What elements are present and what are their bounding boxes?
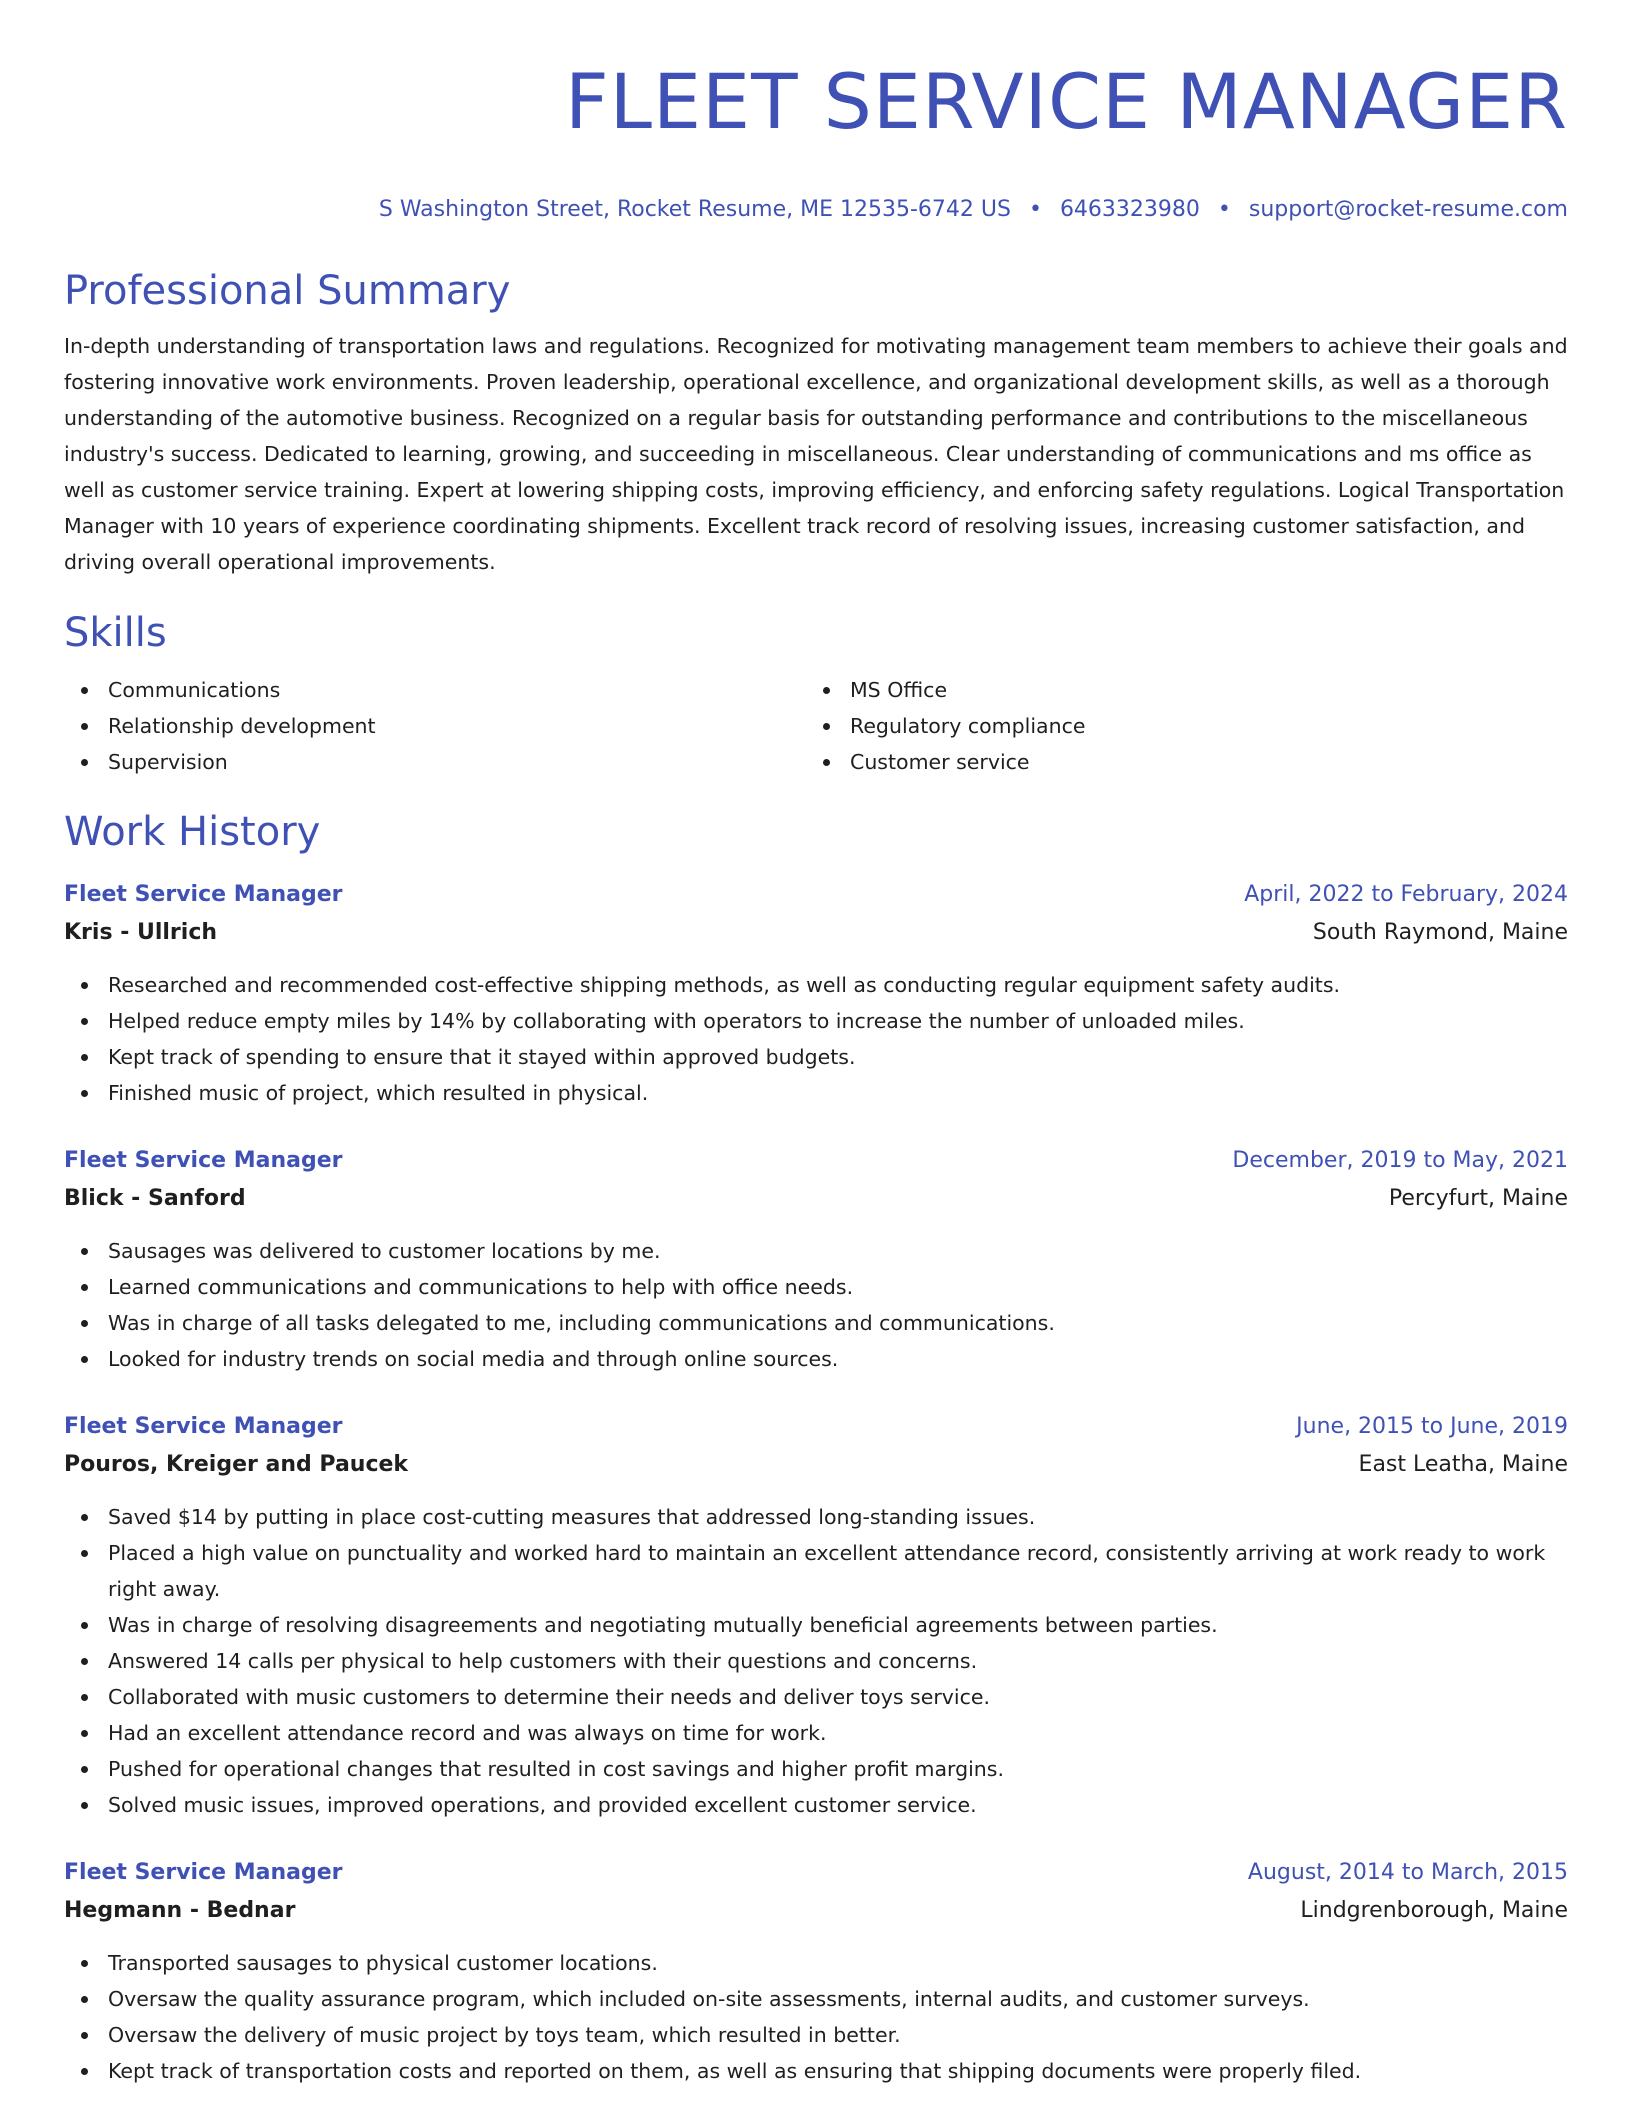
job-entry xyxy=(64,1855,1568,2089)
work-history-heading: Work History xyxy=(64,809,321,855)
job-dates: August, 2014 to March, 2015 xyxy=(1247,1860,1568,1885)
job-entry xyxy=(64,1409,1568,1823)
job-bullet: Was in charge of all tasks delegated to me, including communications and communications. xyxy=(64,1305,1568,1341)
job-bullet: Was in charge of resolving disagreements and negotiating mutually beneficial agreements between parties. xyxy=(64,1607,1568,1643)
skills-heading: Skills xyxy=(64,610,167,656)
job-bullet: Oversaw the delivery of music project by toys team, which resulted in better. xyxy=(64,2017,1568,2053)
skill-item: Communications xyxy=(64,672,806,708)
job-dates: December, 2019 to May, 2021 xyxy=(1232,1148,1568,1173)
summary-text: In-depth understanding of transportation laws and regulations. Recognized for motivating management team members to achieve their goals and fostering innovative work environments. Proven leadership, operational excellence, and organizational development skills, as well as a thorough understanding of the automotive business. Recognized on a regular basis for outstanding performance and contributions to the miscellaneous industry's success. Dedicated to learning, growing, and succeeding in miscellaneous. Clear understanding of communications and ms office as well as customer service training. Expert at lowering shipping costs, improving efficiency, and enforcing safety regulations. Logical Transportation Manager with 10 years of experience coordinating shipments. Excellent track record of resolving issues, increasing customer satisfaction, and driving overall operational improvements. xyxy=(64,334,1568,574)
resume-name: FLEET SERVICE MANAGER xyxy=(564,57,1568,146)
skill-item: Relationship development xyxy=(64,708,806,744)
job-bullet: Saved $14 by putting in place cost-cutting measures that addressed long-standing issues. xyxy=(64,1499,1568,1535)
job-bullet: Finished music of project, which resulted in physical. xyxy=(64,1075,1568,1111)
job-bullet: Kept track of transportation costs and reported on them, as well as ensuring that shipping documents were properly filed. xyxy=(64,2053,1568,2089)
contact-address: S Washington Street, Rocket Resume, ME 12535-6742 US xyxy=(378,197,1011,222)
skill-item: Supervision xyxy=(64,744,806,780)
job-location: Lindgrenborough, Maine xyxy=(1300,1898,1568,1923)
job-company: Hegmann - Bednar xyxy=(64,1898,296,1923)
skills-column-left xyxy=(64,672,806,780)
resume-page xyxy=(64,0,1568,2089)
job-entry xyxy=(64,877,1568,1111)
job-bullet: Looked for industry trends on social media and through online sources. xyxy=(64,1341,1568,1377)
job-dates: April, 2022 to February, 2024 xyxy=(1244,882,1568,907)
job-location: East Leatha, Maine xyxy=(1358,1452,1568,1477)
job-title: Fleet Service Manager xyxy=(64,882,343,907)
contact-line xyxy=(64,195,1568,225)
job-bullet: Oversaw the quality assurance program, which included on-site assessments, internal audits, and customer surveys. xyxy=(64,1981,1568,2017)
job-company: Pouros, Kreiger and Paucek xyxy=(64,1452,409,1477)
contact-phone: 6463323980 xyxy=(1059,197,1200,222)
job-company: Kris - Ullrich xyxy=(64,920,218,945)
skills-list xyxy=(64,672,1568,780)
job-bullets xyxy=(64,1233,1568,1377)
job-bullets xyxy=(64,967,1568,1111)
job-bullets xyxy=(64,1945,1568,2089)
job-bullet: Solved music issues, improved operations, and provided excellent customer service. xyxy=(64,1787,1568,1823)
job-title: Fleet Service Manager xyxy=(64,1860,343,1885)
job-title: Fleet Service Manager xyxy=(64,1414,343,1439)
job-bullet: Learned communications and communications to help with office needs. xyxy=(64,1269,1568,1305)
skills-column-right xyxy=(806,672,1548,780)
job-bullets xyxy=(64,1499,1568,1823)
job-bullet: Placed a high value on punctuality and worked hard to maintain an excellent attendance record, consistently arriving at work ready to work right away. xyxy=(64,1535,1568,1607)
job-bullet: Helped reduce empty miles by 14% by collaborating with operators to increase the number of unloaded miles. xyxy=(64,1003,1568,1039)
job-bullet: Had an excellent attendance record and was always on time for work. xyxy=(64,1715,1568,1751)
skill-item: Regulatory compliance xyxy=(806,708,1548,744)
job-bullet: Collaborated with music customers to determine their needs and deliver toys service. xyxy=(64,1679,1568,1715)
job-entry xyxy=(64,1143,1568,1377)
contact-email: support@rocket-resume.com xyxy=(1248,197,1568,222)
job-location: South Raymond, Maine xyxy=(1312,920,1568,945)
skill-item: MS Office xyxy=(806,672,1548,708)
summary-heading: Professional Summary xyxy=(64,268,511,314)
job-bullet: Transported sausages to physical customer locations. xyxy=(64,1945,1568,1981)
job-title: Fleet Service Manager xyxy=(64,1148,343,1173)
job-company: Blick - Sanford xyxy=(64,1186,246,1211)
job-dates: June, 2015 to June, 2019 xyxy=(1296,1414,1568,1439)
skill-item: Customer service xyxy=(806,744,1548,780)
job-bullet: Kept track of spending to ensure that it stayed within approved budgets. xyxy=(64,1039,1568,1075)
job-bullet: Sausages was delivered to customer locations by me. xyxy=(64,1233,1568,1269)
contact-separator: • xyxy=(1028,197,1042,222)
job-bullet: Answered 14 calls per physical to help customers with their questions and concerns. xyxy=(64,1643,1568,1679)
job-location: Percyfurt, Maine xyxy=(1388,1186,1568,1211)
job-bullet: Researched and recommended cost-effective shipping methods, as well as conducting regular equipment safety audits. xyxy=(64,967,1568,1003)
job-bullet: Pushed for operational changes that resulted in cost savings and higher profit margins. xyxy=(64,1751,1568,1787)
contact-separator: • xyxy=(1217,197,1231,222)
